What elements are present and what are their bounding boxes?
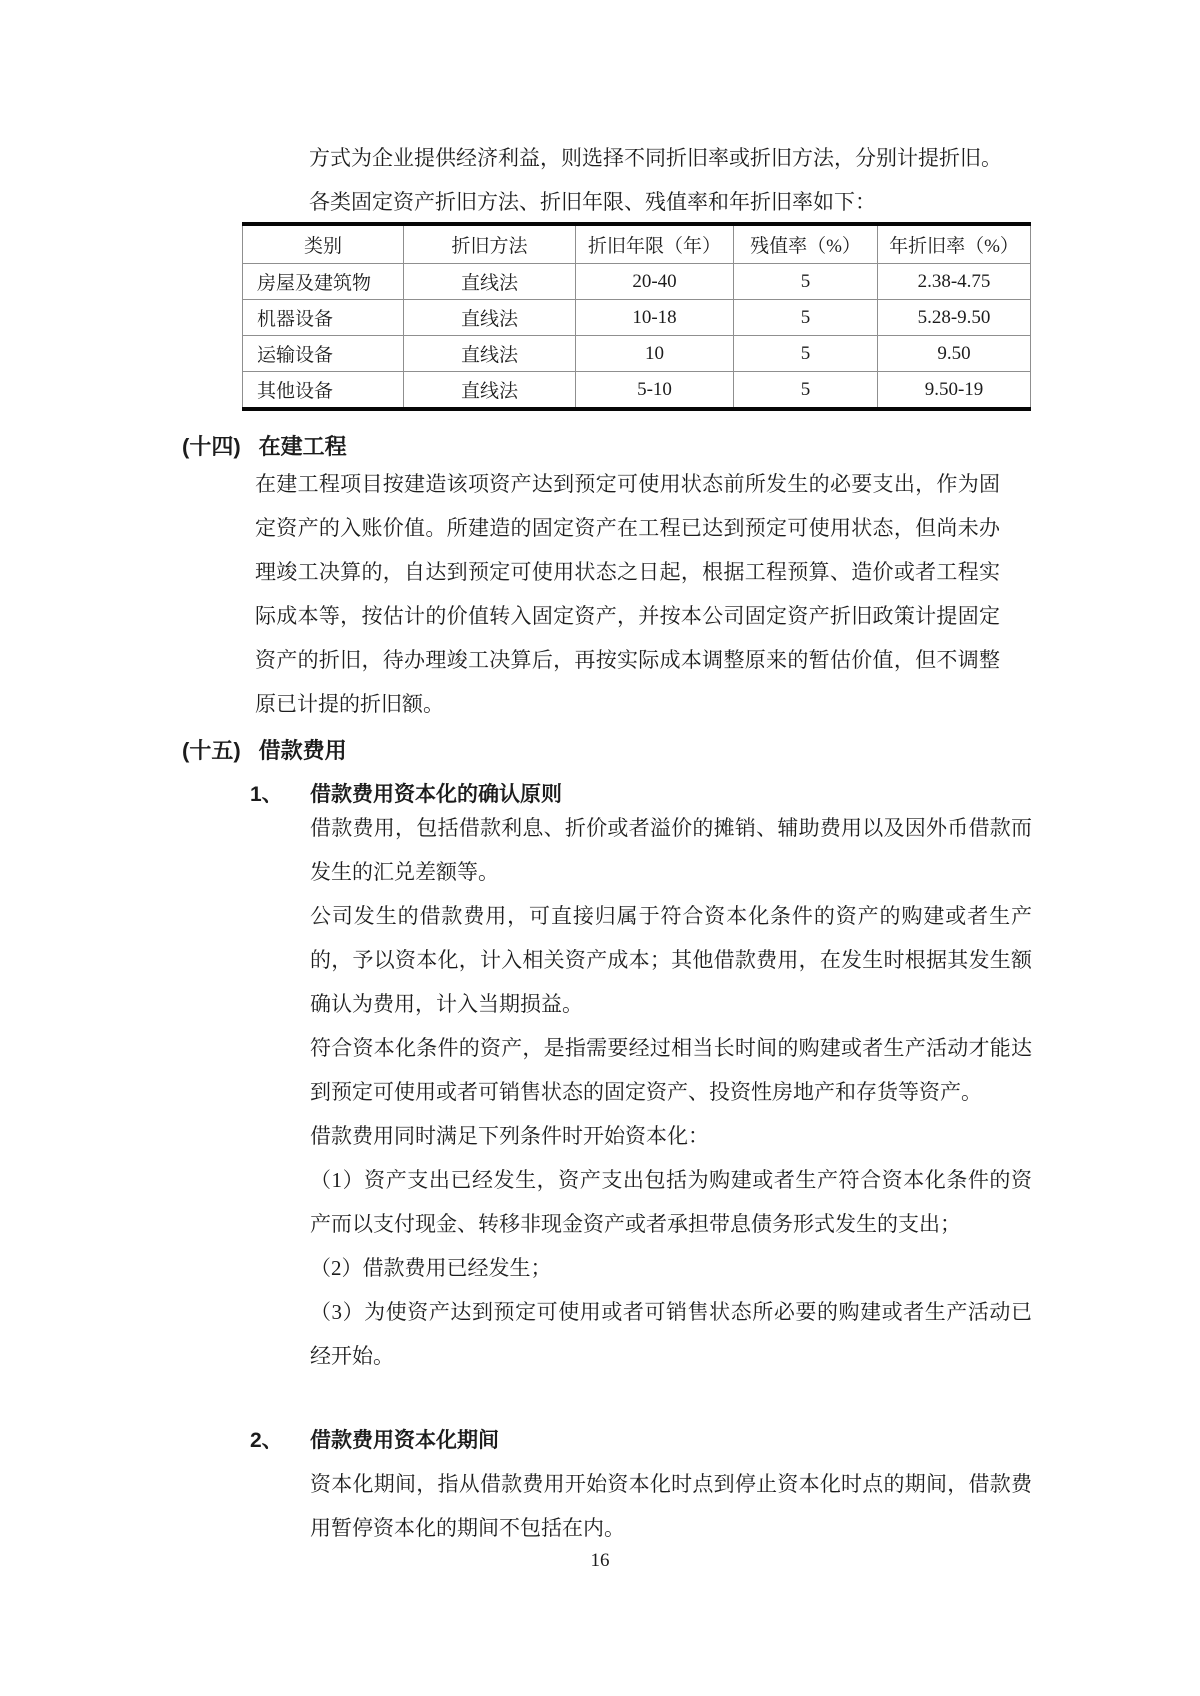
- cell-method: 直线法: [404, 300, 576, 336]
- subsection-2-body: [310, 1462, 1032, 1550]
- table-row: [243, 372, 1031, 410]
- cell-category: 房屋及建筑物: [243, 264, 404, 300]
- subsection-1-title: 借款费用资本化的确认原则: [310, 783, 562, 806]
- paragraph: （1）资产支出已经发生，资产支出包括为购建或者生产符合资本化条件的资产而以支付现金、转移非现金资产或者承担带息债务形式发生的支出；: [310, 1168, 1032, 1236]
- cell-category: 机器设备: [243, 300, 404, 336]
- header-method: 折旧方法: [404, 224, 576, 264]
- cell-annual-rate: 2.38-4.75: [878, 264, 1031, 300]
- depreciation-table: [242, 222, 1031, 411]
- table-header-row: [243, 224, 1031, 264]
- cell-years: 20-40: [576, 264, 734, 300]
- section-14-paragraph: 在建工程项目按建造该项资产达到预定可使用状态前所发生的必要支出，作为固定资产的入账价值。所建造的固定资产在工程已达到预定可使用状态，但尚未办理竣工决算的，自达到预定可使用状态之日起，根据工程预算、造价或者工程实际成本等，按估计的价值转入固定资产，并按本公司固定资产折旧政策计提固定资产的折旧，待办理竣工决算后，再按实际成本调整原来的暂估价值，但不调整原已计提的折旧额。: [255, 472, 1000, 716]
- subsection-1-number: 1、: [250, 783, 283, 806]
- paragraph: 符合资本化条件的资产，是指需要经过相当长时间的购建或者生产活动才能达到预定可使用或者可销售状态的固定资产、投资性房地产和存货等资产。: [310, 1036, 1032, 1104]
- table-row: [243, 336, 1031, 372]
- table-row: [243, 264, 1031, 300]
- header-residual-rate: 残值率（%）: [734, 224, 878, 264]
- paragraph: （3）为使资产达到预定可使用或者可销售状态所必要的购建或者生产活动已经开始。: [310, 1300, 1032, 1368]
- cell-residual-rate: 5: [734, 336, 878, 372]
- cell-residual-rate: 5: [734, 372, 878, 410]
- header-category: 类别: [243, 224, 404, 264]
- header-annual-rate: 年折旧率（%）: [878, 224, 1031, 264]
- subsection-1-body: [310, 806, 1032, 1378]
- paragraph: 借款费用同时满足下列条件时开始资本化：: [310, 1124, 709, 1148]
- subsection-2-heading: [250, 1428, 499, 1453]
- cell-residual-rate: 5: [734, 264, 878, 300]
- cell-category: 其他设备: [243, 372, 404, 410]
- cell-method: 直线法: [404, 336, 576, 372]
- subsection-2-number: 2、: [250, 1429, 283, 1452]
- intro-line-2: 各类固定资产折旧方法、折旧年限、残值率和年折旧率如下：: [309, 190, 876, 214]
- subsection-1-heading: [250, 782, 562, 807]
- cell-method: 直线法: [404, 264, 576, 300]
- section-14-title: 在建工程: [258, 434, 347, 459]
- header-years: 折旧年限（年）: [576, 224, 734, 264]
- section-15-title: 借款费用: [258, 738, 347, 763]
- section-15-heading: [182, 738, 347, 764]
- cell-category: 运输设备: [243, 336, 404, 372]
- section-14-heading: [182, 434, 347, 460]
- intro-line-1: 方式为企业提供经济利益，则选择不同折旧率或折旧方法，分别计提折旧。: [309, 146, 1002, 170]
- cell-method: 直线法: [404, 372, 576, 410]
- cell-residual-rate: 5: [734, 300, 878, 336]
- paragraph: 资本化期间，指从借款费用开始资本化时点到停止资本化时点的期间，借款费用暂停资本化的期间不包括在内。: [310, 1472, 1032, 1540]
- section-15-number: (十五): [182, 738, 241, 763]
- cell-annual-rate: 9.50-19: [878, 372, 1031, 410]
- subsection-2-title: 借款费用资本化期间: [310, 1429, 499, 1452]
- cell-annual-rate: 5.28-9.50: [878, 300, 1031, 336]
- paragraph: （2）借款费用已经发生；: [310, 1256, 552, 1280]
- paragraph: 公司发生的借款费用，可直接归属于符合资本化条件的资产的购建或者生产的，予以资本化，计入相关资产成本；其他借款费用，在发生时根据其发生额确认为费用，计入当期损益。: [310, 904, 1032, 1016]
- table-row: [243, 300, 1031, 336]
- cell-annual-rate: 9.50: [878, 336, 1031, 372]
- intro-paragraph: [309, 136, 1049, 224]
- cell-years: 5-10: [576, 372, 734, 410]
- paragraph: 借款费用，包括借款利息、折价或者溢价的摊销、辅助费用以及因外币借款而发生的汇兑差额等。: [310, 816, 1032, 884]
- cell-years: 10-18: [576, 300, 734, 336]
- page-number: 16: [590, 1550, 610, 1571]
- section-14-number: (十四): [182, 434, 241, 459]
- cell-years: 10: [576, 336, 734, 372]
